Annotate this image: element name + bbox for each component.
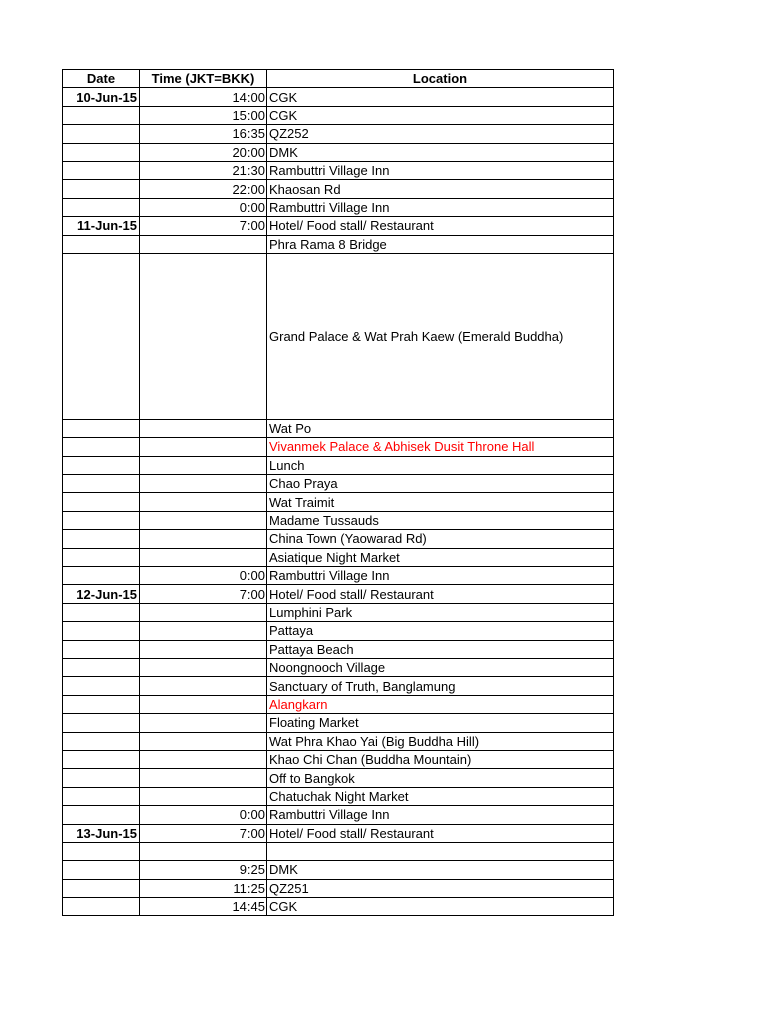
location-cell: DMK <box>267 861 614 879</box>
table-row <box>63 879 614 897</box>
table-row <box>63 493 614 511</box>
time-cell <box>140 253 267 419</box>
itinerary-table <box>62 69 614 916</box>
time-cell <box>140 640 267 658</box>
time-cell <box>140 475 267 493</box>
date-cell <box>63 806 140 824</box>
table-row <box>63 714 614 732</box>
date-cell <box>63 253 140 419</box>
location-cell: CGK <box>267 106 614 124</box>
location-cell: QZ251 <box>267 879 614 897</box>
time-cell <box>140 438 267 456</box>
table-row <box>63 438 614 456</box>
location-cell: Lunch <box>267 456 614 474</box>
table-row <box>63 898 614 916</box>
table-row <box>63 475 614 493</box>
header-date: Date <box>63 70 140 88</box>
location-cell: Hotel/ Food stall/ Restaurant <box>267 585 614 603</box>
table-row <box>63 143 614 161</box>
table-row <box>63 419 614 437</box>
time-cell <box>140 842 267 860</box>
date-cell <box>63 861 140 879</box>
table-row <box>63 180 614 198</box>
location-cell: Sanctuary of Truth, Banglamung <box>267 677 614 695</box>
date-cell <box>63 567 140 585</box>
table-row <box>63 585 614 603</box>
date-cell <box>63 180 140 198</box>
date-cell <box>63 438 140 456</box>
location-cell: China Town (Yaowarad Rd) <box>267 530 614 548</box>
time-cell: 7:00 <box>140 824 267 842</box>
location-cell: Wat Phra Khao Yai (Big Buddha Hill) <box>267 732 614 750</box>
header-time: Time (JKT=BKK) <box>140 70 267 88</box>
table-row <box>63 861 614 879</box>
date-cell <box>63 456 140 474</box>
date-cell <box>63 198 140 216</box>
time-cell: 0:00 <box>140 198 267 216</box>
location-cell: Floating Market <box>267 714 614 732</box>
date-cell <box>63 511 140 529</box>
time-cell <box>140 511 267 529</box>
location-cell: Chatuchak Night Market <box>267 787 614 805</box>
table-row <box>63 677 614 695</box>
table-row <box>63 88 614 106</box>
location-cell: Chao Praya <box>267 475 614 493</box>
date-cell <box>63 125 140 143</box>
date-cell: 10-Jun-15 <box>63 88 140 106</box>
table-row <box>63 567 614 585</box>
time-cell <box>140 456 267 474</box>
table-row <box>63 253 614 419</box>
time-cell <box>140 235 267 253</box>
location-cell: Rambuttri Village Inn <box>267 198 614 216</box>
location-cell: Pattaya Beach <box>267 640 614 658</box>
date-cell <box>63 695 140 713</box>
table-row <box>63 695 614 713</box>
time-cell: 0:00 <box>140 567 267 585</box>
table-row <box>63 842 614 860</box>
table-row <box>63 511 614 529</box>
time-cell: 16:35 <box>140 125 267 143</box>
time-cell <box>140 677 267 695</box>
table-row <box>63 603 614 621</box>
table-row <box>63 161 614 179</box>
date-cell <box>63 898 140 916</box>
time-cell: 14:00 <box>140 88 267 106</box>
location-cell: Wat Traimit <box>267 493 614 511</box>
table-row <box>63 217 614 235</box>
location-cell: Rambuttri Village Inn <box>267 161 614 179</box>
time-cell <box>140 695 267 713</box>
table-row <box>63 125 614 143</box>
location-cell: Wat Po <box>267 419 614 437</box>
table-row <box>63 530 614 548</box>
date-cell <box>63 106 140 124</box>
date-cell <box>63 842 140 860</box>
table-row <box>63 198 614 216</box>
date-cell: 12-Jun-15 <box>63 585 140 603</box>
header-location: Location <box>267 70 614 88</box>
date-cell: 13-Jun-15 <box>63 824 140 842</box>
location-cell: Alangkarn <box>267 695 614 713</box>
table-row <box>63 750 614 768</box>
time-cell: 14:45 <box>140 898 267 916</box>
location-cell: CGK <box>267 898 614 916</box>
time-cell <box>140 732 267 750</box>
date-cell <box>63 732 140 750</box>
time-cell <box>140 493 267 511</box>
location-cell: Phra Rama 8 Bridge <box>267 235 614 253</box>
table-row <box>63 640 614 658</box>
table-row <box>63 548 614 566</box>
location-cell: QZ252 <box>267 125 614 143</box>
table-row <box>63 732 614 750</box>
date-cell <box>63 640 140 658</box>
table-row <box>63 106 614 124</box>
date-cell <box>63 658 140 676</box>
location-cell: Rambuttri Village Inn <box>267 806 614 824</box>
time-cell <box>140 548 267 566</box>
header-row <box>63 70 614 88</box>
date-cell <box>63 787 140 805</box>
location-cell: Hotel/ Food stall/ Restaurant <box>267 217 614 235</box>
table-row <box>63 806 614 824</box>
time-cell: 0:00 <box>140 806 267 824</box>
date-cell <box>63 714 140 732</box>
date-cell <box>63 419 140 437</box>
table-row <box>63 658 614 676</box>
location-cell: DMK <box>267 143 614 161</box>
time-cell: 11:25 <box>140 879 267 897</box>
time-cell <box>140 787 267 805</box>
date-cell <box>63 603 140 621</box>
time-cell <box>140 530 267 548</box>
location-cell: Hotel/ Food stall/ Restaurant <box>267 824 614 842</box>
time-cell <box>140 419 267 437</box>
location-cell: Off to Bangkok <box>267 769 614 787</box>
location-cell: Pattaya <box>267 622 614 640</box>
time-cell <box>140 769 267 787</box>
time-cell: 15:00 <box>140 106 267 124</box>
location-cell: Khaosan Rd <box>267 180 614 198</box>
location-cell: CGK <box>267 88 614 106</box>
location-cell: Rambuttri Village Inn <box>267 567 614 585</box>
date-cell <box>63 530 140 548</box>
time-cell: 7:00 <box>140 217 267 235</box>
location-cell: Grand Palace & Wat Prah Kaew (Emerald Buddha) <box>267 253 614 419</box>
time-cell <box>140 622 267 640</box>
time-cell: 20:00 <box>140 143 267 161</box>
date-cell <box>63 769 140 787</box>
location-cell: Madame Tussauds <box>267 511 614 529</box>
location-cell: Noongnooch Village <box>267 658 614 676</box>
location-cell: Lumphini Park <box>267 603 614 621</box>
time-cell: 22:00 <box>140 180 267 198</box>
date-cell <box>63 143 140 161</box>
time-cell <box>140 750 267 768</box>
location-cell <box>267 842 614 860</box>
date-cell <box>63 750 140 768</box>
time-cell: 7:00 <box>140 585 267 603</box>
date-cell <box>63 493 140 511</box>
date-cell: 11-Jun-15 <box>63 217 140 235</box>
date-cell <box>63 235 140 253</box>
table-row <box>63 824 614 842</box>
date-cell <box>63 161 140 179</box>
date-cell <box>63 622 140 640</box>
location-cell: Asiatique Night Market <box>267 548 614 566</box>
location-cell: Vivanmek Palace & Abhisek Dusit Throne Hall <box>267 438 614 456</box>
location-cell: Khao Chi Chan (Buddha Mountain) <box>267 750 614 768</box>
date-cell <box>63 677 140 695</box>
table-row <box>63 769 614 787</box>
date-cell <box>63 879 140 897</box>
time-cell <box>140 714 267 732</box>
time-cell <box>140 658 267 676</box>
time-cell: 9:25 <box>140 861 267 879</box>
table-row <box>63 787 614 805</box>
date-cell <box>63 475 140 493</box>
table-row <box>63 456 614 474</box>
time-cell: 21:30 <box>140 161 267 179</box>
table-row <box>63 622 614 640</box>
time-cell <box>140 603 267 621</box>
date-cell <box>63 548 140 566</box>
table-row <box>63 235 614 253</box>
